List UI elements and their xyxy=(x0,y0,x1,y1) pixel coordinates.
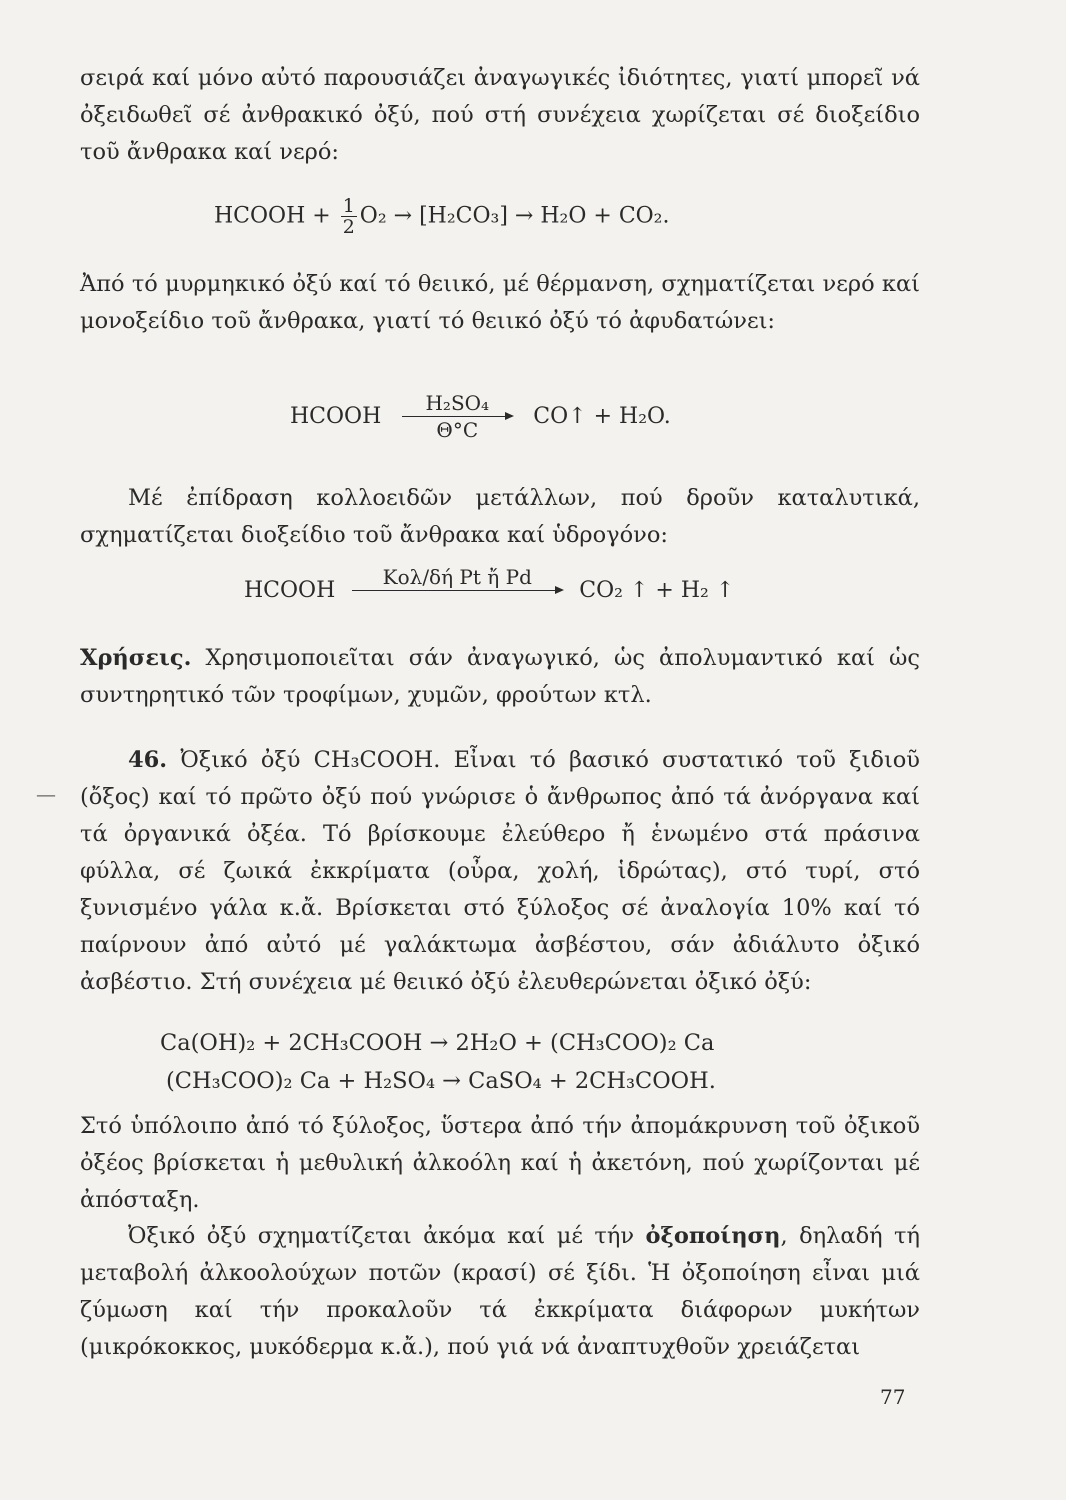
section-number: 46. xyxy=(128,747,168,773)
uses-text: Χρησιμοποιεῖται σάν ἀναγωγικό, ὡς ἀπολυμαντικό καί ὡς συντηρητικό τῶν τροφίμων, χυμῶν, φρούτων κτλ. xyxy=(80,645,920,708)
equation-catalytic xyxy=(244,566,734,615)
paragraph-wood-vinegar-remainder: Στό ὑπόλοιπο ἀπό τό ξύλοξος, ὕστερα ἀπό τήν ἀπομάκρυνση τοῦ ὀξικοῦ ὀξέος βρίσκεται ἡ μεθυλική ἀλκοόλη καί ἡ ἀκετόνη, πού χωρίζονται μέ ἀπόσταξη. xyxy=(80,1113,920,1213)
equation-acetate-2: (CH₃COO)₂ Ca + H₂SO₄ → CaSO₄ + 2CH₃COOH. xyxy=(166,1068,716,1094)
acetic-acid-text: Ὀξικό ὀξύ CH₃COOH. Εἶναι τό βασικό συστατικό τοῦ ξιδιοῦ (ὄξος) καί τό πρῶτο ὀξύ πού γνώρισε ὁ ἄνθρωπος ἀπό τά ἀνόργανα καί τά ὀργανικά ὀξέα. Τό βρίσκουμε ἐλεύθερο ἤ ἑνωμένο στά πράσινα φύλλα, σέ ζωικά ἐκκρίματα (οὖρα, χολή, ἱδρώτας), στό τυρί, στό ξυνισμένο γάλα κ.ἄ. Βρίσκεται στό ξύλοξος σέ ἀναλογία 10% καί τό παίρνουν ἀπό αὐτό μέ γαλάκτωμα ἀσβέστου, σάν ἀδιάλυτο ὀξικό ἀσβέστιο. Στή συνέχεια μέ θειικό ὀξύ ἐλευθερώνεται ὀξικό ὀξύ: xyxy=(80,747,920,995)
paragraph-acetification xyxy=(80,1218,920,1366)
equation-dehydration xyxy=(290,392,671,441)
paragraph-acetic-acid xyxy=(80,742,920,1001)
eq3-left: HCOOH xyxy=(244,578,336,603)
paragraph-formic-oxidation: σειρά καί μόνο αὐτό παρουσιάζει ἀναγωγικές ἰδιότητες, γιατί μπορεῖ νά ὀξειδωθεῖ σέ ἀνθρακικό ὀξύ, πού στή συνέχεια χωρίζεται σέ διοξείδιο τοῦ ἄνθρακα καί νερό: xyxy=(80,65,920,165)
arrow-right-icon xyxy=(352,590,562,591)
paragraph-colloidal-metals: Μέ ἐπίδραση κολλοειδῶν μετάλλων, πού δροῦν καταλυτικά, σχηματίζεται διοξείδιο τοῦ ἄνθρακα καί ὑδρογόνο: xyxy=(80,485,920,548)
eq2-arrow xyxy=(402,392,512,441)
paragraph-uses xyxy=(80,640,920,714)
eq2-arrow-above: H₂SO₄ xyxy=(425,391,490,415)
eq1-left: HCOOH + xyxy=(214,203,331,229)
arrow-right-icon xyxy=(402,416,512,417)
eq2-right: CO↑ + H₂O. xyxy=(533,404,671,429)
paragraph-dehydration: Ἀπό τό μυρμηκικό ὀξύ καί τό θειικό, μέ θέρμανση, σχηματίζεται νερό καί μονοξείδιο τοῦ ἄνθρακα, γιατί τό θειικό ὀξύ τό ἀφυδατώνει: xyxy=(80,271,920,334)
eq3-arrow xyxy=(352,566,562,615)
acetification-term: ὀξοποίηση xyxy=(645,1223,781,1249)
margin-mark: — xyxy=(36,782,56,806)
eq2-arrow-below: Θ°C xyxy=(436,418,479,442)
eq3-right: CO₂ ↑ + H₂ ↑ xyxy=(579,578,735,603)
eq1-frac-den: 2 xyxy=(342,216,355,238)
acetification-text-a: Ὀξικό ὀξύ σχηματίζεται ἀκόμα καί μέ τήν xyxy=(128,1223,646,1249)
eq2-left: HCOOH xyxy=(290,404,382,429)
eq3-arrow-above: Κολ/δή Pt ἤ Pd xyxy=(382,565,532,589)
uses-heading: Χρήσεις. xyxy=(80,645,192,671)
acetification-text-b: , δηλαδή τή μεταβολή ἀλκοολούχων ποτῶν (κρασί) σέ ξίδι. Ἡ ὀξοποίηση εἶναι μιά ζύμωση καί τήν προκαλοῦν τά ἐκκρίματα διάφορων μυκήτων (μικρόκοκκος, μυκόδερμα κ.ἄ.), πού γιά νά ἀναπτυχθοῦν χρειάζεται xyxy=(80,1223,920,1360)
equation-formic-oxidation xyxy=(214,196,670,237)
eq1-fraction xyxy=(341,196,357,237)
page-number: 77 xyxy=(880,1385,906,1409)
eq1-right: O₂ → [H₂CO₃] → H₂O + CO₂. xyxy=(359,203,670,229)
equation-acetate-1: Ca(OH)₂ + 2CH₃COOH → 2H₂O + (CH₃COO)₂ Ca xyxy=(160,1030,715,1056)
eq1-frac-num: 1 xyxy=(342,195,355,217)
